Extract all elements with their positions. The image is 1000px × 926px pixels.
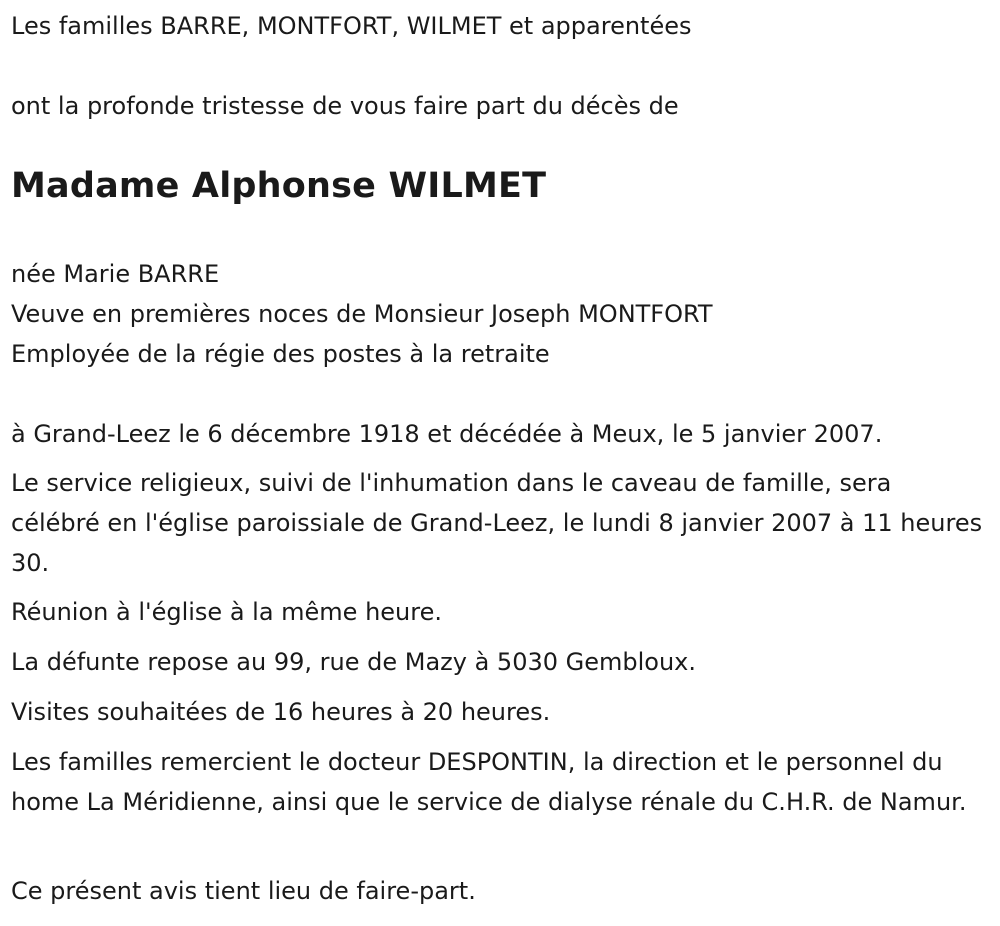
resting-line: La défunte repose au 99, rue de Mazy à 5030 Gembloux. <box>11 648 697 676</box>
visits-line: Visites souhaitées de 16 heures à 20 heures. <box>11 698 551 726</box>
announcement-line: ont la profonde tristesse de vous faire part du décès de <box>11 92 679 120</box>
maiden-name-line: née Marie BARRE <box>11 260 220 288</box>
deceased-name: Madame Alphonse WILMET <box>11 166 547 206</box>
occupation-line: Employée de la régie des postes à la retraite <box>11 340 550 368</box>
closing-line: Ce présent avis tient lieu de faire-part. <box>11 877 476 905</box>
meeting-line: Réunion à l'église à la même heure. <box>11 598 442 626</box>
service-paragraph: Le service religieux, suivi de l'inhumation dans le caveau de famille, sera célébré en l'église paroissiale de Grand-Leez, le lundi 8 janvier 2007 à 11 heures 30. <box>11 469 983 577</box>
birth-death-line: à Grand-Leez le 6 décembre 1918 et décédée à Meux, le 5 janvier 2007. <box>11 420 883 448</box>
widow-line: Veuve en premières noces de Monsieur Joseph MONTFORT <box>11 300 713 328</box>
families-line: Les familles BARRE, MONTFORT, WILMET et apparentées <box>11 12 692 40</box>
thanks-paragraph: Les familles remercient le docteur DESPONTIN, la direction et le personnel du home La Méridienne, ainsi que le service de dialyse rénale du C.H.R. de Namur. <box>11 748 967 816</box>
